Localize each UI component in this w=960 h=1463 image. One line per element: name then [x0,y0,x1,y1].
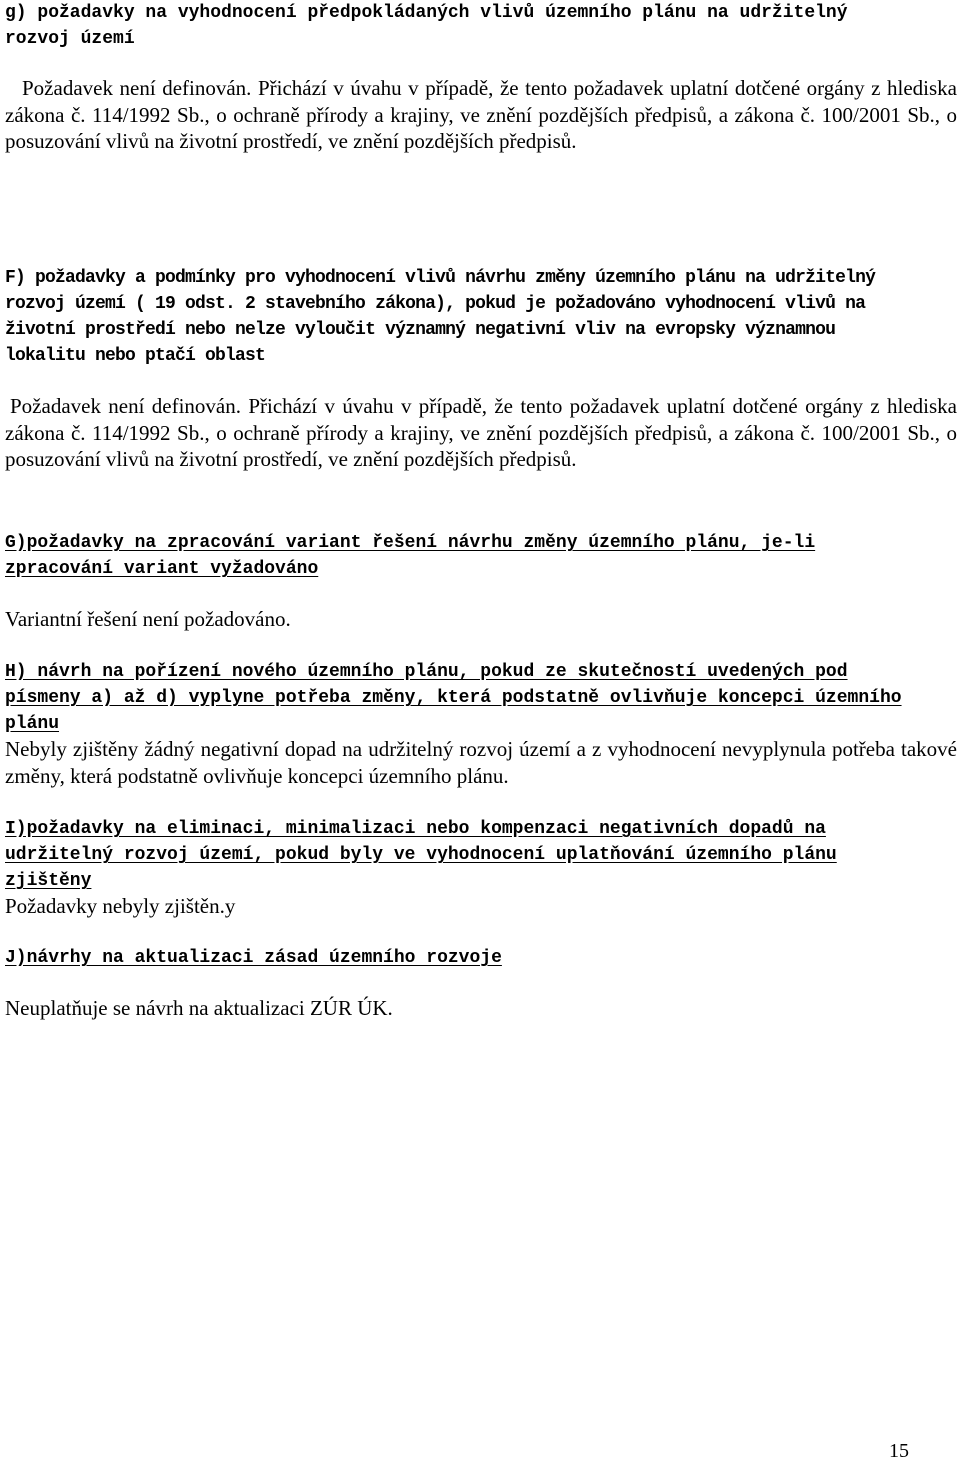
section-f-heading: F) požadavky a podmínky pro vyhodnocení vlivů návrhu změny územního plánu na udržitelný rozvoj území ( 19 odst. 2 stavebního zákona), pokud je požadováno vyhodnocení vlivů na životní prostředí nebo nelze vyloučit významný negativní vliv na evropsky významnou lokalitu nebo ptačí oblast [5,268,876,366]
section-j-heading: J)návrhy na aktualizaci zásad územního rozvoje [5,948,502,968]
page-number: 15 [889,1440,909,1462]
section-g-heading: g) požadavky na vyhodnocení předpokládaných vlivů územního plánu na udržitelný rozvoj území [5,3,848,49]
section-g-body: Požadavek není definován. Přichází v úvahu v případě, že tento požadavek uplatní dotčené orgány z hlediska zákona č. 114/1992 Sb., o ochraně přírody a krajiny, ve znění pozdějších předpisů, a zákona č. 100/2001 Sb., o posuzování vlivů na životní prostředí, ve znění pozdějších předpisů. [5,76,957,153]
section-j-body: Neuplatňuje se návrh na aktualizaci ZÚR ÚK. [5,996,393,1020]
section-i-body: Požadavky nebyly zjištěn.y [5,894,236,918]
section-h-heading: H) návrh na pořízení nového územního plánu, pokud ze skutečností uvedených pod písmeny a) až d) vyplyne potřeba změny, která podstatně ovlivňuje koncepci územního plánu [5,662,902,734]
section-g2-heading: G)požadavky na zpracování variant řešení návrhu změny územního plánu, je-li zpracování variant vyžadováno [5,533,816,579]
section-f-body: Požadavek není definován. Přichází v úvahu v případě, že tento požadavek uplatní dotčené orgány z hlediska zákona č. 114/1992 Sb., o ochraně přírody a krajiny, ve znění pozdějších předpisů, a zákona č. 100/2001 Sb., o posuzování vlivů na životní prostředí, ve znění pozdějších předpisů. [5,394,957,471]
section-h-body: Nebyly zjištěny žádný negativní dopad na udržitelný rozvoj území a z vyhodnocení nevyplynula potřeba takové změny, která podstatně ovlivňuje koncepci územního plánu. [5,737,957,788]
section-g2-body: Variantní řešení není požadováno. [5,607,291,631]
section-i-heading: I)požadavky na eliminaci, minimalizaci nebo kompenzaci negativních dopadů na udržitelný rozvoj území, pokud byly ve vyhodnocení uplatňování územního plánu zjištěny [5,819,837,891]
